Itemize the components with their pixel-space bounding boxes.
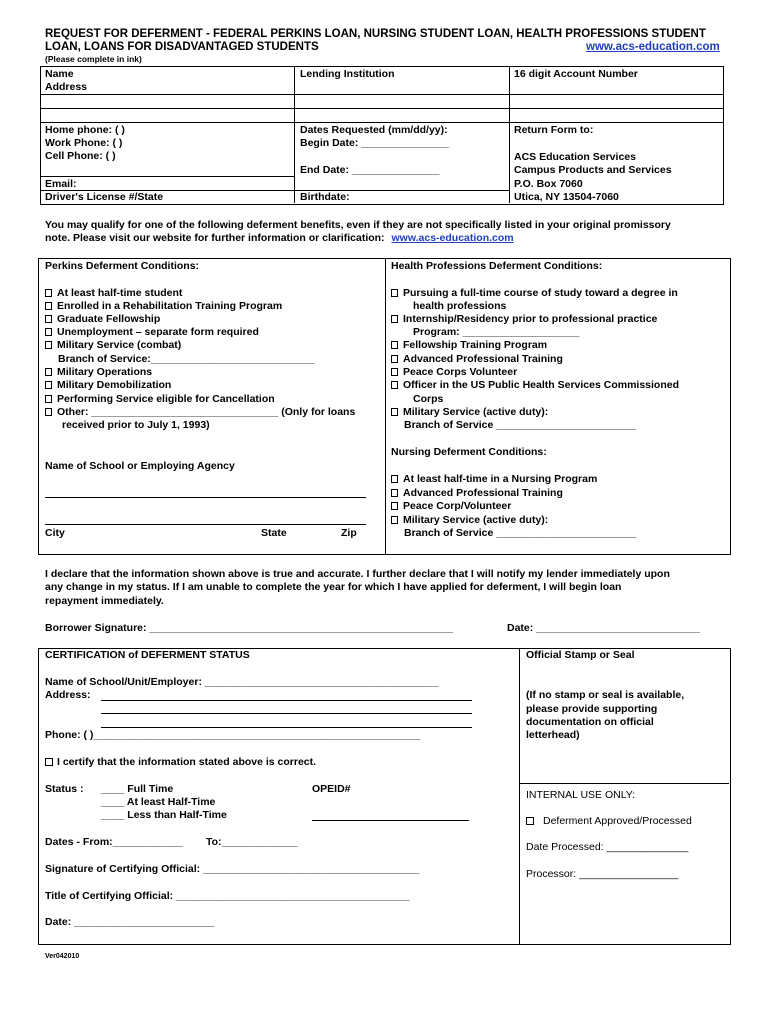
checkbox-icon[interactable] — [391, 289, 398, 297]
city-label: City — [45, 527, 65, 539]
checkbox-icon[interactable] — [391, 315, 398, 323]
nursing-item[interactable]: Advanced Professional Training — [391, 487, 563, 499]
cert-address-label: Address: — [45, 689, 91, 701]
cert-address-line-3[interactable] — [101, 727, 472, 728]
health-item[interactable]: Advanced Professional Training — [391, 353, 563, 365]
perkins-item[interactable]: Military Demobilization — [45, 379, 171, 391]
checkbox-icon[interactable] — [391, 408, 398, 416]
checkbox-icon[interactable] — [45, 289, 52, 297]
cert-school-field[interactable]: Name of School/Unit/Employer: ________________________________________ — [45, 676, 439, 688]
checkbox-icon[interactable] — [391, 489, 398, 497]
checkbox-icon[interactable] — [45, 758, 53, 766]
health-item[interactable]: Fellowship Training Program — [391, 339, 547, 351]
email-field[interactable]: Email: — [45, 178, 77, 190]
health-heading: Health Professions Deferment Conditions: — [391, 260, 603, 272]
state-label: State — [261, 527, 287, 539]
health-item[interactable]: Military Service (active duty): — [391, 406, 548, 418]
perkins-item[interactable]: Enrolled in a Rehabilitation Training Program — [45, 300, 282, 312]
health-program-field[interactable]: Program: ____________________ — [413, 326, 580, 338]
status-half-time[interactable]: ____ At least Half-Time — [101, 796, 216, 808]
health-item[interactable]: Pursuing a full-time course of study toward a degree in — [391, 287, 678, 299]
home-phone-field[interactable]: Home phone: ( ) — [45, 124, 125, 136]
account-number-field[interactable]: 16 digit Account Number — [514, 68, 638, 80]
form-title-line1: REQUEST FOR DEFERMENT - FEDERAL PERKINS LOAN, NURSING STUDENT LOAN, HEALTH PROFESSIONS STUDENT — [45, 28, 706, 40]
cert-phone-field[interactable]: Phone: ( )________________________________________________________ — [45, 729, 421, 741]
perkins-other-note: received prior to July 1, 1993) — [62, 419, 210, 431]
checkbox-icon[interactable] — [45, 408, 52, 416]
cell-phone-field[interactable]: Cell Phone: ( ) — [45, 150, 116, 162]
qualify-text-line2 — [45, 232, 514, 244]
certifying-title-field[interactable]: Title of Certifying Official: ________________________________________ — [45, 890, 410, 902]
cert-address-line-1[interactable] — [101, 700, 472, 701]
zip-label: Zip — [341, 527, 357, 539]
certifying-signature-field[interactable]: Signature of Certifying Official: _____________________________________ — [45, 863, 420, 875]
checkbox-icon[interactable] — [45, 315, 52, 323]
nursing-heading: Nursing Deferment Conditions: — [391, 446, 547, 458]
health-item[interactable]: Officer in the US Public Health Services Commissioned — [391, 379, 679, 391]
nursing-item[interactable]: At least half-time in a Nursing Program — [391, 473, 597, 485]
qualify-website-link[interactable]: www.acs-education.com — [391, 232, 514, 244]
qualify-text-line1: You may qualify for one of the following deferment benefits, even if they are not specifically listed in your original promissory — [45, 219, 671, 231]
cert-date-field[interactable]: Date: ________________________ — [45, 916, 215, 928]
name-field[interactable]: Name — [45, 68, 74, 80]
checkbox-icon[interactable] — [391, 516, 398, 524]
health-item[interactable]: Internship/Residency prior to professional practice — [391, 313, 657, 325]
checkbox-icon[interactable] — [45, 395, 52, 403]
perkins-item[interactable]: Other: ________________________________ (Only for loans — [45, 406, 355, 418]
school-line-2[interactable] — [45, 524, 366, 525]
declaration-line1: I declare that the information shown above is true and accurate. I further declare that I will notify my lender immediately upon — [45, 568, 670, 580]
perkins-item[interactable]: At least half-time student — [45, 287, 182, 299]
dates-from-field[interactable]: Dates - From:____________ — [45, 836, 183, 848]
health-item-cont: Corps — [413, 393, 444, 405]
perkins-item[interactable]: Military Service (combat) — [45, 339, 181, 351]
checkbox-icon[interactable] — [45, 341, 52, 349]
cert-address-line-2[interactable] — [101, 713, 472, 714]
stamp-note-4: letterhead) — [526, 729, 580, 741]
version-label: Ver042010 — [45, 953, 80, 960]
perkins-heading: Perkins Deferment Conditions: — [45, 260, 200, 272]
checkbox-icon[interactable] — [45, 368, 52, 376]
work-phone-field[interactable]: Work Phone: ( ) — [45, 137, 123, 149]
checkbox-icon[interactable] — [391, 381, 398, 389]
school-line-1[interactable] — [45, 497, 366, 498]
lending-institution-field[interactable]: Lending Institution — [300, 68, 395, 80]
health-item-cont: health professions — [413, 300, 507, 312]
return-city-state: Utica, NY 13504-7060 — [514, 191, 619, 203]
status-less-half[interactable]: ____ Less than Half-Time — [101, 809, 227, 821]
checkbox-icon[interactable] — [391, 355, 398, 363]
declaration-line2: any change in my status. If I am unable to complete the year for which I have applied for deferment, I will begin loan — [45, 581, 622, 593]
return-po-box: P.O. Box 7060 — [514, 178, 583, 190]
ink-note: (Please complete in ink) — [45, 54, 142, 64]
health-item[interactable]: Peace Corps Volunteer — [391, 366, 517, 378]
borrower-date-field[interactable]: Date: ____________________________ — [507, 622, 700, 634]
opeid-line[interactable] — [312, 820, 469, 821]
perkins-item[interactable]: Unemployment – separate form required — [45, 326, 259, 338]
status-full-time[interactable]: ____ Full Time — [101, 783, 174, 795]
dates-requested-label: Dates Requested (mm/dd/yy): — [300, 124, 448, 136]
birthdate-field[interactable]: Birthdate: — [300, 191, 350, 203]
dates-to-field[interactable]: To:_____________ — [206, 836, 298, 848]
begin-date-field[interactable]: Begin Date: _______________ — [300, 137, 449, 149]
internal-heading: INTERNAL USE ONLY: — [526, 789, 636, 801]
return-form-label: Return Form to: — [514, 124, 594, 136]
processor-field[interactable]: Processor: _________________ — [526, 868, 679, 880]
declaration-line3: repayment immediately. — [45, 595, 164, 607]
checkbox-icon[interactable] — [391, 368, 398, 376]
website-link[interactable]: www.acs-education.com — [586, 41, 720, 53]
return-department: Campus Products and Services — [514, 164, 672, 176]
certification-heading: CERTIFICATION of DEFERMENT STATUS — [45, 649, 250, 661]
form-title-line2: LOAN, LOANS FOR DISADVANTAGED STUDENTS — [45, 41, 319, 53]
qualify-text: note. Please visit our website for further information or clarification: — [45, 232, 385, 244]
stamp-note-1: (If no stamp or seal is available, — [526, 689, 685, 701]
checkbox-icon[interactable] — [526, 817, 534, 825]
perkins-item[interactable]: Graduate Fellowship — [45, 313, 160, 325]
checkbox-icon[interactable] — [45, 302, 52, 310]
end-date-field[interactable]: End Date: _______________ — [300, 164, 440, 176]
address-field[interactable]: Address — [45, 81, 88, 93]
health-branch-field[interactable]: Branch of Service ________________________ — [404, 419, 637, 431]
nursing-item[interactable]: Military Service (active duty): — [391, 514, 548, 526]
stamp-note-3: documentation on official — [526, 716, 654, 728]
checkbox-icon[interactable] — [391, 475, 398, 483]
opeid-label: OPEID# — [312, 783, 351, 795]
perkins-item[interactable]: Performing Service eligible for Cancellation — [45, 393, 275, 405]
borrower-signature-field[interactable]: Borrower Signature: ____________________________________________________ — [45, 622, 454, 634]
cert-certify-row[interactable]: I certify that the information stated above is correct. — [45, 756, 316, 768]
checkbox-icon[interactable] — [391, 341, 398, 349]
nursing-item[interactable]: Peace Corp/Volunteer — [391, 500, 511, 512]
nursing-branch-field[interactable]: Branch of Service ________________________ — [404, 527, 637, 539]
return-company: ACS Education Services — [514, 151, 636, 163]
checkbox-icon[interactable] — [391, 502, 398, 510]
school-agency-label: Name of School or Employing Agency — [45, 460, 235, 472]
stamp-note-2: please provide supporting — [526, 703, 658, 715]
perkins-item[interactable]: Military Operations — [45, 366, 152, 378]
perkins-branch-field[interactable]: Branch of Service:____________________________ — [58, 353, 315, 365]
date-processed-field[interactable]: Date Processed: ______________ — [526, 841, 689, 853]
stamp-heading: Official Stamp or Seal — [526, 649, 635, 661]
status-label: Status : — [45, 783, 84, 795]
internal-approved-row[interactable]: Deferment Approved/Processed — [526, 815, 692, 827]
checkbox-icon[interactable] — [45, 328, 52, 336]
checkbox-icon[interactable] — [45, 381, 52, 389]
drivers-license-field[interactable]: Driver's License #/State — [45, 191, 164, 203]
